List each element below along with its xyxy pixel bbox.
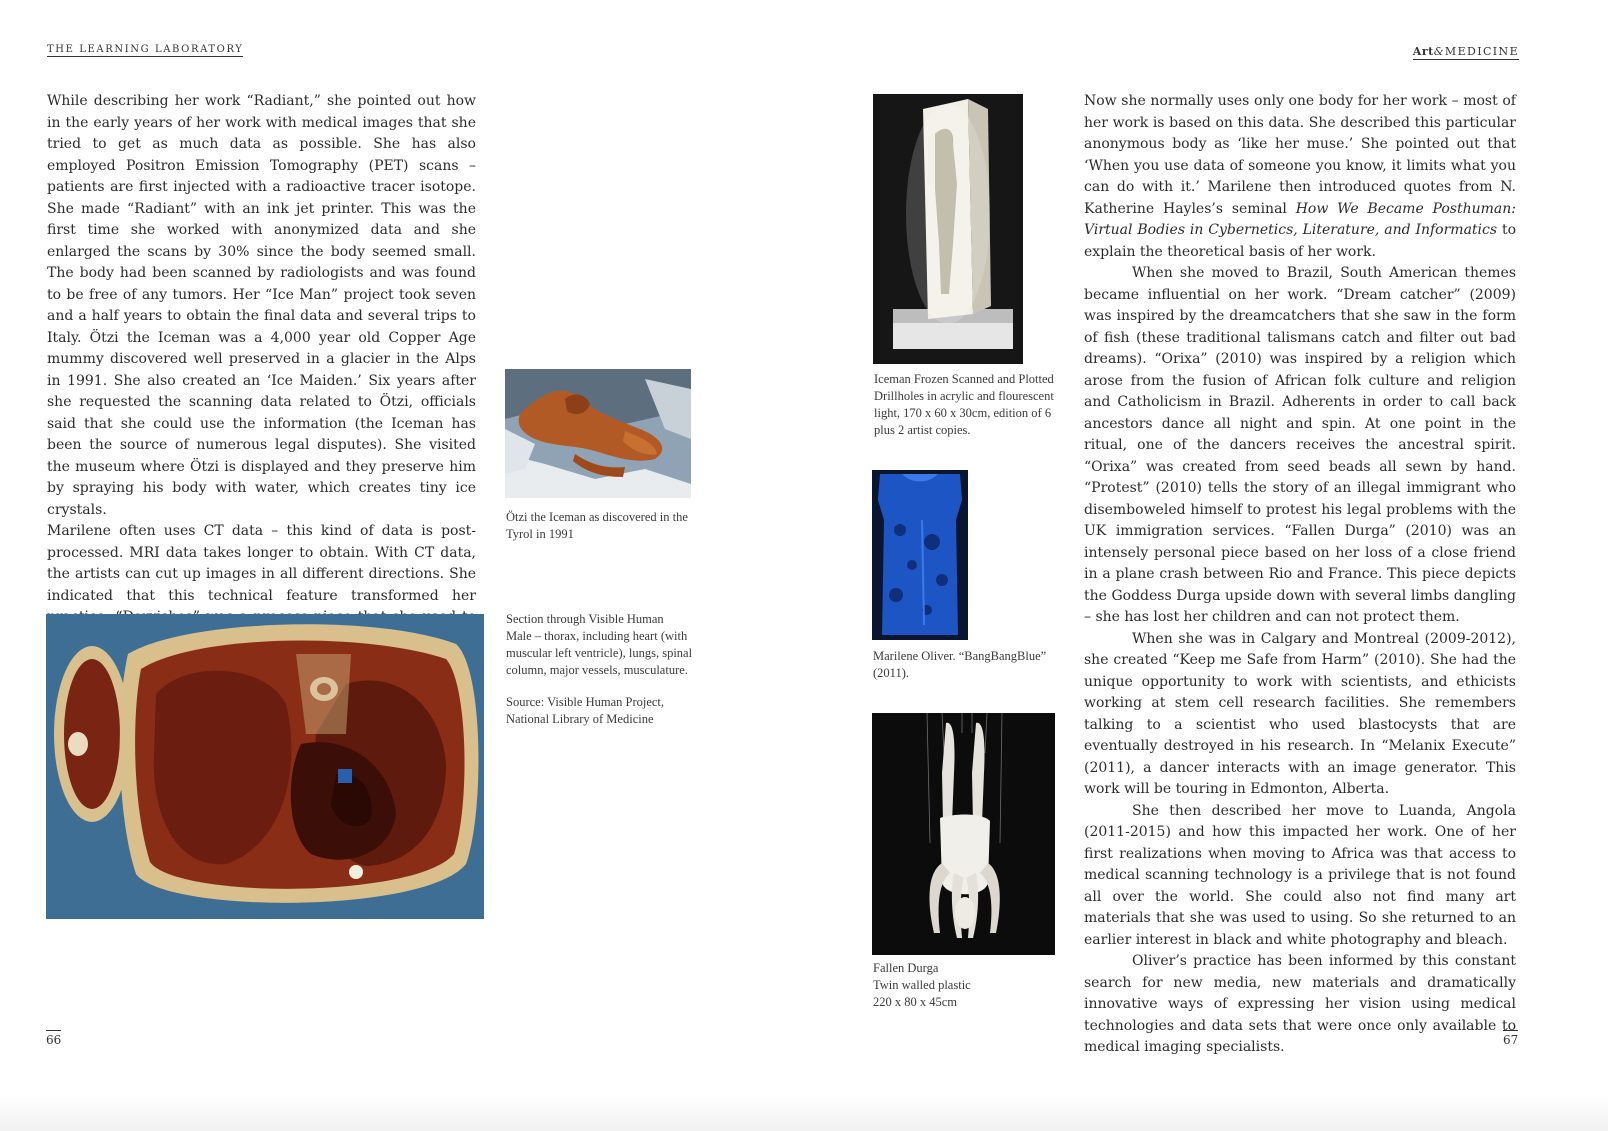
right-page — [804, 0, 1608, 1131]
caption-line: Ötzi the Iceman as discovered in the — [506, 510, 688, 524]
caption-line: Male – thorax, including heart (with — [506, 629, 688, 643]
page-bottom-shadow — [0, 1095, 1608, 1131]
caption-line: Fallen Durga — [873, 961, 939, 975]
caption-line: (2011). — [873, 666, 909, 680]
running-head-medicine: MEDICINE — [1444, 45, 1519, 58]
running-head-right — [1413, 45, 1519, 60]
fallen-durga-photo — [872, 713, 1055, 955]
iceman-frozen-caption — [874, 371, 1054, 439]
page-number-right: 67 — [1503, 1030, 1518, 1047]
otzi-iceman-photo — [505, 369, 691, 498]
right-paragraph-1-start: Now she normally uses only one body for her work – most of her work is based on this data. She described this particular anonymous body as ‘like her muse.’ She pointed out that ‘When you use data of someone you know, it limits what you can do with it.’ Marilene then introduced quotes from N. Katherine Hayles’s seminal — [1084, 93, 1516, 217]
caption-line: column, major vessels, musculature. — [506, 663, 688, 677]
caption-line: 220 x 80 x 45cm — [873, 995, 958, 1009]
left-paragraph-2: Marilene often uses CT data – this kind of data is post-processed. MRI data takes longer to obtain. With CT data, the artists can cut up images in all different directions. She indicated that this technical feature transformed her — [47, 523, 476, 604]
visible-human-section-image — [46, 614, 484, 919]
caption-source-line: Source: Visible Human Project, — [506, 695, 665, 709]
caption-line: Section through Visible Human — [506, 612, 664, 626]
running-head-left: THE LEARNING LABORATORY — [47, 44, 244, 55]
page-number-left: 66 — [46, 1030, 61, 1047]
caption-line: muscular left ventricle), lungs, spinal — [506, 646, 693, 660]
right-text-column — [1084, 91, 1516, 1059]
iceman-frozen-photo — [873, 94, 1023, 364]
caption-line: Iceman Frozen Scanned and Plotted — [874, 372, 1054, 386]
caption-line: plus 2 artist copies. — [874, 423, 971, 437]
running-head-art: Art — [1412, 45, 1434, 58]
caption-source-line: National Library of Medicine — [506, 712, 654, 726]
caption-line: Tyrol in 1991 — [506, 527, 574, 541]
running-head-ampersand: & — [1433, 45, 1445, 58]
bangbangblue-photo — [872, 470, 968, 640]
fallen-durga-caption — [873, 960, 971, 1011]
caption-line: Marilene Oliver. “BangBangBlue” — [873, 649, 1047, 663]
right-paragraph-1-end: to explain the theoretical basis of her work. — [1084, 222, 1516, 260]
right-paragraph-5: Oliver’s practice has been informed by this constant search for new media, new materials and dramatically innovative ways of expressing her vision using medical technologies and data sets that were once only available to medical imaging specialists. — [1084, 953, 1516, 1055]
right-paragraph-4: She then described her move to Luanda, Angola (2011-2015) and how this impacted her work. One of her first realizations when moving to Africa was that access to medical scanning technology is a privilege that is not found all over the world. She could also not find many art materials that she was used to using. So she returned to an earlier interest in black and white photography and bleach. — [1084, 802, 1516, 948]
bangbangblue-caption — [873, 648, 1046, 682]
otzi-caption — [506, 509, 688, 543]
visible-human-caption — [506, 611, 692, 728]
left-paragraph-1: While describing her work “Radiant,” she pointed out how in the early years of her work with medical images that she tried to get as much data as possible. She has also employed Positron Emission Tomography (PET) scans – patients are first injected with a radioactive tracer isotope. She made “Radiant” with an ink jet printer. This was the first time she worked with anonymized data and she enlarged the scans by 30% since the body seemed small. The body had been scanned by radiologists and was found to be free of any tumors. Her “Ice Man” project took seven and a half years to obtain the final data and several trips to Italy. Ötzi the Iceman was a 4,000 year old Copper Age mummy discovered well preserved in a glacier in the Alps in 1991. She also created an ‘Ice Maiden.’ Six years after she requested the scanning data related to Ötzi, officials said that she could use the information (the Iceman has been the source of numerous legal disputes). She visited the museum where Ötzi is displayed and they preserve him by spraying his body with water, which creates tiny ice crystals. — [47, 93, 476, 518]
right-paragraph-3: When she was in Calgary and Montreal (2009-2012), she created “Keep me Safe from Harm” (2010). She had the unique opportunity to work with scientists, and ethicists working at stem cell research facilities. She remembers talking to a scientist who used blastocysts that are eventually destroyed in his research. In “Melanix Execute” (2011), a dancer interacts with an image generator. This work will be touring in Edmonton, Alberta. — [1084, 630, 1516, 797]
caption-line: Drillholes in acrylic and flourescent — [874, 389, 1054, 403]
caption-line: Twin walled plastic — [873, 978, 971, 992]
right-paragraph-1 — [1084, 91, 1516, 263]
book-title: How We Became Posthuman: Virtual Bodies in Cybernetics, Literature, and Informatics — [1084, 200, 1517, 238]
caption-line: light, 170 x 60 x 30cm, edition of 6 — [874, 406, 1052, 420]
right-paragraph-2: When she moved to Brazil, South American themes became influential on her work. “Dream catcher” (2009) was inspired by the dreamcatchers that she saw in the form of fish (these traditional talismans catch and filter out bad dreams). “Orixa” (2010) was inspired by a religion which arose from the fusion of African folk culture and religion and Catholicism in Brazil. Adherents in order to call back ancestors dance all night and spin. At one point in the ritual, one of the dancers receives the ancestral spirit. “Orixa” was created from seed beads all sewn by hand. “Protest” (2010) tells the story of an illegal immigrant who disemboweled himself to protest his legal problems with the UK immigration services. “Fallen Durga” (2010) was an intensely personal piece based on her loss of a close friend in a plane crash between Rio and France. This piece depicts the Goddess Durga upside down with several limbs dangling – she has lost her children and can not protect them. — [1084, 265, 1516, 625]
left-text-column — [47, 91, 476, 693]
